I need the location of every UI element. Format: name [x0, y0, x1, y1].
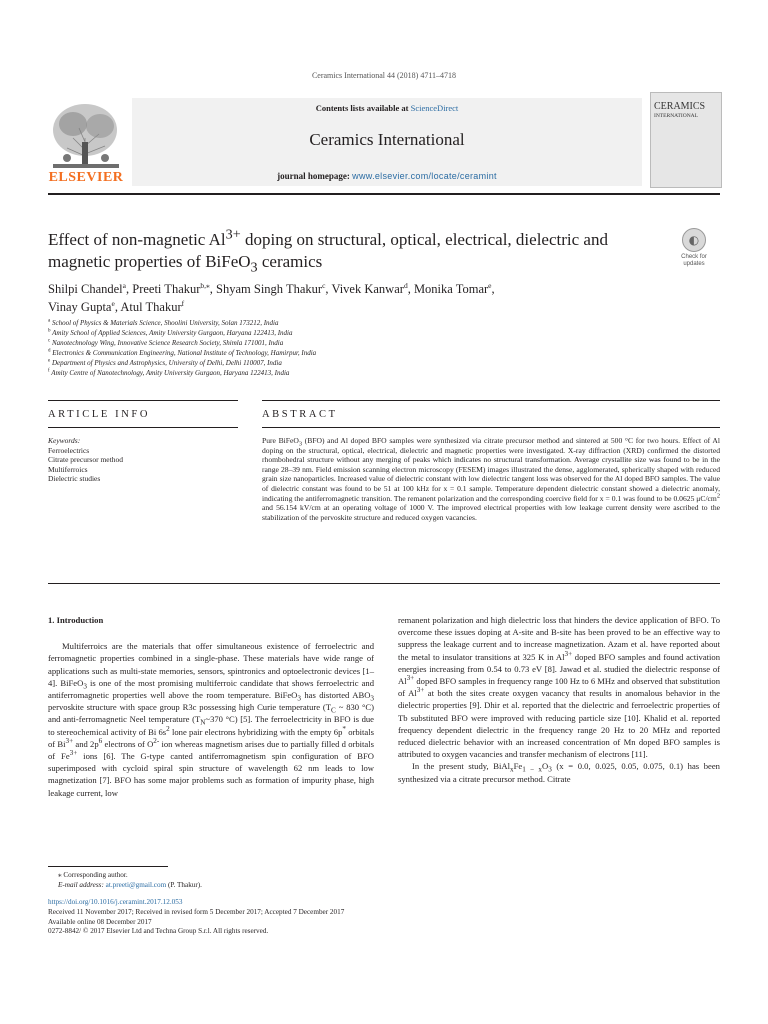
received-dates: Received 11 November 2017; Received in revised form 5 December 2017; Accepted 7 December 2017 — [48, 907, 345, 916]
crossmark-icon: ◐ — [682, 228, 706, 252]
affiliation: $^b$ Amity School of Applied Sciences, Amity University Gurgaon, Haryana 122413, India — [48, 328, 293, 337]
abstract-heading: ABSTRACT — [262, 409, 338, 420]
body-paragraph: remanent polarization and high dielectric loss that hinders the device application of BFO. To overcome these issues doping at A-site and B-site has been proved to be an effective way to suppress the leakage current and to increase magnetization. Azam et al. have reported about the metal to insulator transitions at 325 K in $Al^{3+}$ doped BFO samples and found activation energies increasing from 0.54 to 0.73 eV [8]. Jawad et al. studied the dielectric response of $Al^{3+}$ doped BFO samples in frequency range 100 Hz to 6 MHz and observed that substitution of $Al^{3+}$ at both the sites create oxygen vacancy that results in anomalous behavior in the dielectric properties [9]. Dhir et al. reported that the dielectric and ferroelectric properties of Tb substituted BFO were improved with reducing particle size [10]. Khalid et al. reported frequency dependent dielectric in the frequency range 20 Hz to 20 MHz and reported reduced dielectric behavior with an increased concentration of Mn doped BFO samples is attributed to oxygen vacancies and transfer mechanism of electrons [11]. — [398, 615, 721, 760]
affiliation: $^c$ Nanotechnology Wing, Innovative Science Research Society, Shimla 171001, India — [48, 338, 284, 347]
divider — [48, 400, 238, 401]
contents-line — [132, 103, 642, 113]
email-line: E-mail address: at.preeti@gmail.com (P. Thakur). — [58, 881, 202, 889]
divider — [262, 400, 720, 401]
body-paragraph: Multiferroics are the materials that offer simultaneous existence of ferroelectric and ferromagnetic properties combined in a single-phase. These materials have wide range of applications such as multi-state memories, sensors, spintronics and optoelectronic devices [1–4]. BiFeO$_3$ is one of the most promising multiferroic candidate that shows ferroelectric and antiferromagnetic properties well above the room temperature. BiFeO$_3$ has distorted $ABO_3$ pervoskite structure with space group R3c possessing high Curie temperature ($T_C$ ~ 830 °C) and anti-ferromagnetic Neel temperature ($T_N\sim 370$ °C) [5]. The ferroelectricity in BFO is due to stereochemical activity of Bi $6s^2$ lone pair electrons hybridizing with the empty 6p* orbitals of $Bi^{3+}$ and $2p^6$ electrons of $O^{2-}$ ion whereas magnetism arises due to partially filled d orbitals of $Fe^{3+}$ ions [6]. The G-type canted antiferromagnetism spin configuration of BFO superimposed with cycloid spiral spin structure of wavelength 62 nm leads to low magnetization [7]. BFO has some major problems such as formation of impurity phase, high leakage current, low — [48, 641, 375, 798]
divider — [48, 583, 720, 584]
author-list: Shilpi Chandel$^a$, Preeti Thakur$^{b,⁎}$, Shyam Singh Thakur$^c$, Vivek Kanwar$^d$, Monika Tomar$^e$, Vinay Gupta$^e$, Atul Thakur$^f$ — [48, 280, 495, 314]
contents-prefix: Contents lists available at — [315, 103, 409, 113]
doi-link[interactable]: https://doi.org/10.1016/j.ceramint.2017.12.053 — [48, 898, 183, 906]
author[interactable]: Shilpi Chandel — [48, 282, 123, 296]
affiliation: $^a$ School of Physics & Materials Science, Shoolini University, Solan 173212, India — [48, 318, 279, 327]
author[interactable]: Vinay Gupta — [48, 300, 112, 314]
homepage-prefix: journal homepage: — [277, 171, 350, 181]
homepage-link[interactable]: www.elsevier.com/locate/ceramint — [352, 171, 497, 181]
cover-subtitle: INTERNATIONAL — [654, 113, 698, 119]
cover-title: CERAMICS — [654, 101, 706, 112]
body-column-right — [398, 614, 720, 785]
online-date: Available online 08 December 2017 — [48, 917, 152, 926]
author[interactable]: Monika Tomar — [413, 282, 489, 296]
author[interactable]: Shyam Singh Thakur — [216, 282, 323, 296]
keyword: Citrate precursor method — [48, 455, 123, 464]
email-link[interactable]: at.preeti@gmail.com — [105, 881, 167, 889]
affiliation: $^e$ Department of Physics and Astrophysics, University of Delhi, Delhi 110007, India — [48, 358, 282, 367]
copyright: 0272-8842/ © 2017 Elsevier Ltd and Techna Group S.r.l. All rights reserved. — [48, 927, 269, 936]
divider — [262, 427, 720, 428]
affiliation: $^f$ Amity Centre of Nanotechnology, Amity University Gurgaon, Haryana 122413, India — [48, 368, 290, 377]
author[interactable]: Vivek Kanwar — [331, 282, 404, 296]
publication-info — [48, 898, 344, 937]
check-for-updates-button[interactable] — [676, 228, 712, 268]
publisher-name: ELSEVIER — [48, 170, 124, 185]
keyword: Dielectric studies — [48, 474, 101, 483]
journal-homepage — [132, 171, 642, 181]
journal-reference: Ceramics International 44 (2018) 4711–4718 — [311, 71, 457, 80]
crossmark-label: Check for updates — [681, 254, 707, 267]
abstract-text: Pure BiFeO$_3$ (BFO) and Al doped BFO samples were synthesized via citrate precursor method and sintered at 500 °C for two hours. Effect of Al doping on the structural, optical, electrical, dielectric and magnetic properties were investigated. X-ray diffraction (XRD) confirmed the distorted rhombohedral structure without any merging of peaks which indicates no structural transformation. Average crystallite size was found to be in the range 28–39 nm. Field emission scanning electron microscopy (FESEM) images illustrated the dense, agglomerated, spherically shaped with reduced grain size nanoparticles. Increased value of dielectric constant with low dielectric tangent loss was observed for the Al doped BFO samples. The value of dielectric constant was found to be 51 at 100 kHz for x = 0.1 sample. Temperature dependent dielectric constant showed a dielectric anomaly, indicating the antiferromagnetic transition. The remanent polarization and the corresponding coercive field for x = 0.1 was found to be 0.0625 $\mu C/cm^2$ and 56.154 kV/cm at an operating voltage of 1000 V. The improved electrical properties with low leakage current density were ascribed to the stabilization of the pervoskite structure and reduced oxygen vacancies. — [262, 436, 720, 522]
keywords — [48, 436, 238, 484]
author[interactable]: Preeti Thakur — [132, 282, 201, 296]
keywords-label: Keywords: — [48, 436, 81, 445]
affiliation: $^d$ Electronics & Communication Engineering, National Institute of Technology, Hamirpur, India — [48, 348, 317, 357]
article-info-heading: ARTICLE INFO — [48, 409, 151, 420]
body-paragraph: In the present study, $BiAl_xFe_{1 - x}O_3$ (x = 0.0, 0.025, 0.05, 0.075, 0.1) has been synthesized via a citrate precursor method. Citrate — [398, 761, 720, 784]
divider — [48, 427, 238, 428]
journal-cover — [650, 92, 722, 188]
section-heading: 1. Introduction — [48, 615, 104, 625]
sciencedirect-link[interactable]: ScienceDirect — [410, 103, 459, 113]
author[interactable]: Atul Thakur — [120, 300, 182, 314]
footnote — [58, 870, 202, 890]
affiliations — [48, 318, 648, 378]
article-title: Effect of non-magnetic $Al^{3+}$ doping on structural, optical, electrical, dielectric and magnetic properties of BiFeO$_3$ ceramics — [48, 226, 608, 276]
keyword: Multiferroics — [48, 464, 88, 474]
journal-title: Ceramics International — [309, 130, 465, 149]
corresponding-author-note: ⁎ Corresponding author. — [58, 871, 128, 879]
header-divider — [48, 193, 720, 195]
keyword: Ferroelectrics — [48, 445, 90, 455]
body-column-left — [48, 614, 374, 799]
footnote-divider — [48, 866, 168, 867]
